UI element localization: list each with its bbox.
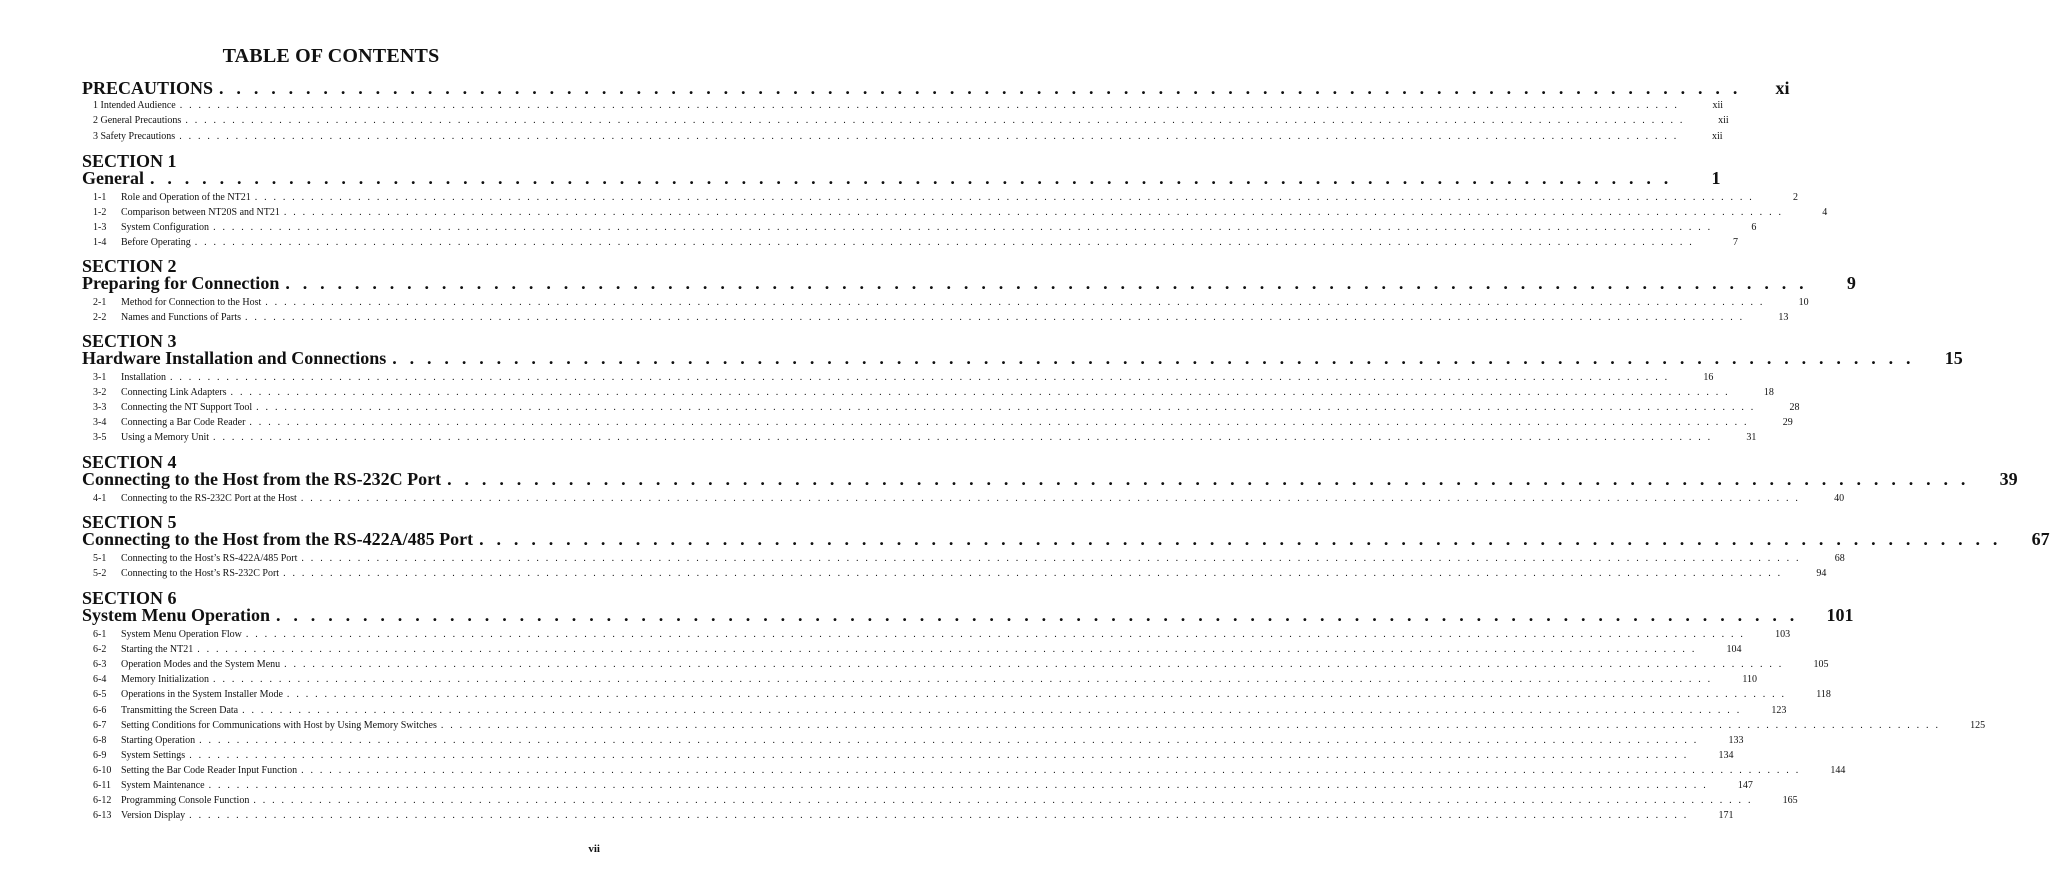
entry-page: 171	[1718, 810, 1734, 822]
entry-number: 2-2	[93, 312, 107, 324]
dot-leader: . . . . . . . . . . . . . . . . . . . . . . . . . . . . . . . . . . . . . . . . . . . . . . . . . . . . . . . . . . . . . . . . . . . . . . . . . . . . . . . . . . . . . . . . . . . . . . . . . . . . . . . . . . . . . . . . . . . . . . . . . . . . . . . . . . . . . . . . . . . . . . . . . . . . . . . . . . . . . . . .	[301, 553, 1801, 564]
entry-title: Operation Modes and the System Menu	[121, 659, 281, 671]
precautions-entry[interactable]	[93, 130, 1723, 143]
toc-entry[interactable]	[93, 688, 1831, 701]
section-row[interactable]	[82, 468, 2018, 490]
dot-leader: . . . . . . . . . . . . . . . . . . . . . . . . . . . . . . . . . . . . . . . . . . . . . . . . . . . . . . . . . . . . . . . . . . . . . . . . . . . . . . . . . . . . . . . . . . . . . . . . . . . . . . . . . . . . . . . . . . . . . . . . . . . . . . . . . . . . . . . . . . . . . . . . . . . . . . . . . . . . . . . .	[265, 297, 1765, 308]
entry-title: Transmitting the Screen Data	[121, 704, 239, 716]
dot-leader: . . . . . . . . . . . . . . . . . . . . . . . . . . . . . . . . . . . . . . . . . . . . . . . . . . . . . . . . . . . . . . . . . . . . . . . . . . . . . . . . . . . . . . . . . . . . . . . . . . . . . . . . . . . . . . . . . . . . . . . . . . . . . . . . . . . . . . . . . . . . . . . . . . . . . . . . . . . . . . . .	[189, 810, 1689, 822]
toc-entry[interactable]	[93, 492, 1845, 505]
entry-page: 16	[1703, 372, 1714, 383]
entry-title: Programming Console Function	[121, 795, 250, 807]
dot-leader: . . . . . . . . . . . . . . . . . . . . . . . . . . . . . . . . . . . . . . . . . . . . . . . . . . . . . . . . . . . . . . . . . . . . . . . . . . . . . . . . . . . . . . . . . . . . . . . . . . . . . . . . . . . . . . . . . . . . . . . . . . . . . . . . . . . . . . . . . . . . . . . . . . . . . . . . . . . . . . . .	[249, 417, 1749, 429]
toc-entry[interactable]	[93, 296, 1809, 309]
toc-entry[interactable]	[93, 311, 1789, 324]
toc-entry[interactable]	[93, 704, 1787, 717]
toc-entry[interactable]	[93, 628, 1791, 641]
dot-leader: . . . . . . . . . . . . . . . . . . . . . . . . . . . . . . . . . . . . . . . . . . . . . . . . . . . . . . . . . . . . . . . . . . . . . . . . . . . . . . . . . . . . . . . . . . . . . . . . . . . . . . . . . . . . . . . . . . . . . . . . . . . . . . . . . . . . . . . . . . . . . . . . . . . . . . . . . . . . . . . .	[185, 115, 1685, 127]
toc-entry[interactable]	[93, 431, 1757, 444]
dot-leader: . . . . . . . . . . . . . . . . . . . . . . . . . . . . . . . . . . . . . . . . . . . . . . . . . . . . . . . . . . . . . . . . . . . . . . . . . . . . . . . . . . . . . . . . . . . . . . . . . . . . . . . . . . . . . . . . . . . . . . . . . . . . . . . . . . . . . . . . . . . . . . . . . . . . . . . . . . . . . . . .	[254, 192, 1754, 203]
entry-page: 133	[1728, 734, 1744, 746]
entry-number: 1-2	[93, 207, 107, 219]
entry-page: 134	[1718, 749, 1734, 761]
toc-entry[interactable]	[93, 749, 1734, 762]
entry-page: 4	[1822, 207, 1828, 219]
section-page: 67	[2031, 529, 2050, 549]
entry-title: Connecting Link Adapters	[121, 387, 227, 399]
section-title: System Menu Operation	[82, 605, 270, 625]
entry-title: Before Operating	[121, 237, 191, 249]
entry-number: 3-1	[93, 372, 107, 383]
entry-title: Connecting to the Host’s RS-422A/485 Port	[121, 553, 298, 564]
entry-title: Role and Operation of the NT21	[121, 192, 251, 203]
entry-number: 6-6	[93, 704, 107, 716]
toc-entry[interactable]	[93, 658, 1829, 671]
entry-page: 18	[1763, 387, 1774, 399]
section-row[interactable]	[82, 272, 1856, 294]
precautions-entry[interactable]	[93, 99, 1724, 112]
toc-entry[interactable]	[93, 371, 1714, 384]
section-title: Connecting to the Host from the RS-422A/485 Port	[82, 529, 474, 549]
toc-entry[interactable]	[93, 386, 1774, 399]
section-heading: SECTION 5	[82, 512, 177, 532]
entry-number: 6-7	[93, 719, 107, 731]
entry-number: 1-3	[93, 222, 107, 234]
entry-page: 2	[1793, 192, 1798, 203]
section-title: Hardware Installation and Connections	[82, 348, 387, 368]
entry-page: 31	[1746, 432, 1757, 444]
entry-title: Connecting to the Host’s RS-232C Port	[121, 568, 280, 580]
dot-leader: . . . . . . . . . . . . . . . . . . . . . . . . . . . . . . . . . . . . . . . . . . . . . . . . . . . . . . . . . . . . . . . . . . . . . . . . . . . . . . . . . . . . . . . . . . . . . . . . . . . . . . . . . . . . . . . . . . . . . . . . . . . . . . . . . . . . . . . . . . . . . . . . . . . . . . . . . . . . . . . .	[245, 312, 1745, 324]
entry-page: 147	[1737, 780, 1753, 791]
dot-leader: . . . . . . . . . . . . . . . . . . . . . . . . . . . . . . . . . . . . . . . . . . . . . . . . . . . . . . . . . . . . . . . . . . . . . . . . . . . . . . . . . . . . . . . . . . . . . . . . . . . . . . . . . . . . . . . . . . . . . . . . . . . . . . . . . . . . . . . . . . . . . . . . . . . . . . . . . . . . . . . .	[301, 764, 1801, 776]
dot-leader: . . . . . . . . . . . . . . . . . . . . . . . . . . . . . . . . . . . . . . . . . . . . . . . . . . . . . . . . . . . . . . . . . . . . . . . . . . . . . . . . . . . . . . . . . . . . . . . . . . . . . . . . . . . . . . . . . . . . . . . . . . . . . . . . . . . . . . . . . . . . . . . . . . . . . . . . . . . . . . . .	[283, 207, 1784, 219]
entry-page: 28	[1789, 402, 1800, 414]
entry-number: 3-5	[93, 432, 107, 444]
section-heading: SECTION 3	[82, 331, 177, 351]
entry-title: System Settings	[121, 749, 186, 761]
section-page: 39	[1999, 469, 2018, 489]
entry-page: 110	[1742, 674, 1757, 686]
entry-number: 5-2	[93, 568, 107, 580]
dot-leader: . . . . . . . . . . . . . . . . . . . . . . . . . . . . . . . . . . . . . . . . . . . . . . . . . . . . . . . . . . . . . . . . . . . . . . . . . . . . . . . . . . . . . . . . . . . . . . . . . . . . . . . . . . . . . . . . . . . . . . . . . . . . . . . . . . . . . . . . . . . . . . . . . . . . . . . . . . . . . . . .	[170, 372, 1670, 383]
toc-entry[interactable]	[93, 401, 1800, 414]
entry-title: Method for Connection to the Host	[121, 297, 262, 308]
section-title: Connecting to the Host from the RS-232C Port	[82, 469, 442, 489]
dot-leader: . . . . . . . . . . . . . . . . . . . . . . . . . . . . . . . . . . . . . . . . . . . . . . . . . . . . . . . . . . . . . . . . . . . . . . . . . . . . . . . . . . . . . . . . . . . . . . . . . . . . . . . . . . . . . . . . . . . . . . . . . . . . . . . . . . . . . . . . . . . . . . . . . . . . . . . . . . . . . . . .	[284, 659, 1784, 671]
entry-number: 1-1	[93, 192, 107, 203]
entry-title: Setting the Bar Code Reader Input Function	[121, 764, 298, 776]
precautions-entry[interactable]	[93, 114, 1729, 127]
entry-number: 6-8	[93, 734, 107, 746]
section-page: 1	[1711, 168, 1721, 188]
toc-entry[interactable]	[93, 206, 1828, 219]
dot-leader: . . . . . . . . . . . . . . . . . . . . . . . . . . . . . . . . . . . . . . . . . . . . . . . . . . . . . . . . . . . . . . . . . . . . . . . . . . . . . . . . . . . . . . . .	[285, 273, 1808, 293]
entry-number: 3-2	[93, 387, 107, 399]
dot-leader: . . . . . . . . . . . . . . . . . . . . . . . . . . . . . . . . . . . . . . . . . . . . . . . . . . . . . . . . . . . . . . . . . . . . . . . . . . . . . . . . . . . . . . . . . . . . . . . . . . . . . . . . . . . . . . . . . . . . . . . . . . . . . . . . . . . . . . . . . . . . . . . . . . . . . . . . . . . . . . . .	[256, 402, 1756, 414]
dot-leader: . . . . . . . . . . . . . . . . . . . . . . . . . . . . . . . . . . . . . . . . . . . . . . . . . . . . . . . . . . . . . . . . . . . . . . . . . . . . . . . . . . . . . . . . . . . . . . . . . . . . . . . . . . . . . . . . . . . . . . . . . . . . . . . . . . . . . . . . . . . . . . . . . . . . . . . . . . . . . . . .	[199, 734, 1699, 746]
entry-number: 6-1	[93, 629, 107, 640]
dot-leader: . . . . . . . . . . . . . . . . . . . . . . . . . . . . . . . . . . . . . . . . . . . . . . . . . . . . . . . . . . . . . . . . . . . . . . . . . . . . . . . . . . . . . . . . . . . . . . . . . . . . . . . . . . . . . . . . . . . . . . . . . . . . . . . . . . . . . . . . . . . . . . . . . . . . . . . . . . . . . . . .	[213, 432, 1713, 444]
dot-leader: . . . . . . . . . . . . . . . . . . . . . . . . . . . . . . . . . . . . . . . . . . . . . . . . . . . . . . . . . . . . . . . . . . . . . . . . . . . . . . . . . . . . . . . . . . . . . . . . . . . . . . . . . . . . . . . . . . . . . . . . . . . . . . . . . . . . . . . . . . . . . . . . . . . . . . . . . . . . . . . .	[286, 689, 1787, 701]
entry-title: Memory Initialization	[121, 674, 210, 686]
dot-leader: . . . . . . . . . . . . . . . . . . . . . . . . . . . . . . . . . . . . . . . . . . . . . . . . . . . . . . . . . . . . . . . . . . . . . . . . . . . . . . . . . . . . . . . .	[219, 78, 1742, 98]
dot-leader: . . . . . . . . . . . . . . . . . . . . . . . . . . . . . . . . . . . . . . . . . . . . . . . . . . . . . . . . . . . . . . . . . . . . . . . . . . . . . . . . . . . . . . . . . . . . . . . . . . . . . . . . . . . . . . . . . . . . . . . . . . . . . . . . . . . . . . . . . . . . . . . . . . . . . . . . . . . . . . . .	[230, 387, 1730, 399]
section-title: PRECAUTIONS	[82, 78, 214, 98]
entry-page: 165	[1782, 795, 1798, 807]
dot-leader: . . . . . . . . . . . . . . . . . . . . . . . . . . . . . . . . . . . . . . . . . . . . . . . . . . . . . . . . . . . . . . . . . . . . . . . . . . . . . . . . . . . . . . . . . . . . . . . . . . . . . . . . . . . . . . . . . . . . . . . . . . . . . . . . . . . . . . . . . . . . . . . . . . . . . . . . . . . . . . . .	[300, 493, 1801, 504]
section-title: Preparing for Connection	[82, 273, 280, 293]
section-row[interactable]	[82, 167, 1721, 189]
dot-leader: . . . . . . . . . . . . . . . . . . . . . . . . . . . . . . . . . . . . . . . . . . . . . . . . . . . . . . . . . . . . . . . . . . . . . . . . . . . . . . . . . . . . . . . . . . . . . . . . . . . . . . . . . . . . . . . . . . . . . . . . . . . . . . . . . . . . . . . . . . . . . . . . . . . . . . . . . . . . . . . .	[189, 749, 1689, 761]
entry-title: General Precautions	[100, 115, 182, 127]
toc-entry[interactable]	[93, 552, 1845, 565]
precautions-row[interactable]	[82, 77, 1790, 99]
entry-title: Connecting to the RS-232C Port at the Host	[121, 493, 297, 504]
toc-entry[interactable]	[93, 236, 1739, 249]
entry-number: 1	[93, 100, 98, 111]
entry-number: 4-1	[93, 493, 107, 504]
entry-title: Using a Memory Unit	[121, 432, 210, 444]
entry-page: 29	[1782, 417, 1793, 429]
toc-entry[interactable]	[93, 643, 1742, 656]
toc-entry[interactable]	[93, 416, 1793, 429]
section-title: General	[82, 168, 144, 188]
section-page: xi	[1775, 78, 1790, 98]
entry-title: System Menu Operation Flow	[121, 629, 242, 640]
dot-leader: . . . . . . . . . . . . . . . . . . . . . . . . . . . . . . . . . . . . . . . . . . . . . . . . . . . . . . . . . . . . . . . . . . . . . . . . . . . . . . . . . . . . . . . . . . . . . . . . . . . . . . . . . . . . . . . . . . . . . . . . . . . . . . . . . . . . . . . . . . . . . . . . . . . . . . . . . . . . . . . .	[213, 674, 1713, 686]
entry-page: xii	[1718, 115, 1729, 127]
entry-number: 2	[93, 115, 98, 127]
entry-number: 5-1	[93, 553, 107, 564]
entry-number: 6-13	[93, 810, 112, 822]
entry-title: Starting the NT21	[121, 644, 194, 656]
entry-page: 105	[1813, 659, 1829, 671]
toc-entry[interactable]	[93, 809, 1734, 822]
dot-leader: . . . . . . . . . . . . . . . . . . . . . . . . . . . . . . . . . . . . . . . . . . . . . . . . . . . . . . . . . . . . . . . . . . . . . . . . . . . . . . . . . . . . . . . . . . . . . . . . . . . . . . . . . . . . . . . . . . . . . . . . . . . . . . . . . . . . . . . . . . . . . . . . . . . . . . . . . . . . . . . .	[440, 719, 1941, 731]
entry-title: Comparison between NT20S and NT21	[121, 207, 280, 219]
entry-number: 1-4	[93, 237, 107, 249]
entry-page: 40	[1834, 493, 1845, 504]
page-number: vii	[588, 843, 600, 855]
section-row[interactable]	[82, 528, 2050, 550]
entry-title: Version Display	[121, 810, 186, 822]
entry-page: xii	[1712, 100, 1724, 111]
dot-leader: . . . . . . . . . . . . . . . . . . . . . . . . . . . . . . . . . . . . . . . . . . . . . . . . . . . . . . . . . . . . . . . . . . . . . . . . . . . . . . . . . . . . . . . . . . . . . . . . . . . . . . . . . . . . . . . . . . . . . . . . . . . . . . . . . . . . . . . . . . . . . . . . . . . . . . . . . . . . . . . .	[283, 568, 1783, 580]
entry-page: 123	[1771, 704, 1787, 716]
entry-page: 104	[1726, 644, 1742, 656]
entry-page: 13	[1778, 312, 1789, 324]
dot-leader: . . . . . . . . . . . . . . . . . . . . . . . . . . . . . . . . . . . . . . . . . . . . . . . . . . . . . . . . . . . . . . . . . . . . . . . . . . . . . . . . . . . . . . . .	[276, 605, 1799, 625]
entry-number: 6-5	[93, 689, 107, 701]
entry-page: 103	[1775, 629, 1791, 640]
section-page: 15	[1944, 348, 1963, 368]
entry-title: System Maintenance	[121, 780, 205, 791]
dot-leader: . . . . . . . . . . . . . . . . . . . . . . . . . . . . . . . . . . . . . . . . . . . . . . . . . . . . . . . . . . . . . . . . . . . . . . . . . . . . . . . . . . . . . . . . . . . . . . . . . . . . . . . . . . . . . . . . . . . . . . . . . . . . . . . . . . . . . . . . . . . . . . . . . . . . . . . . . . . . . . . .	[197, 644, 1697, 656]
section-row[interactable]	[82, 604, 1854, 626]
entry-number: 2-1	[93, 297, 107, 308]
entry-page: xii	[1711, 130, 1723, 142]
toc-entry[interactable]	[93, 764, 1846, 777]
toc-entry[interactable]	[93, 567, 1827, 580]
dot-leader: . . . . . . . . . . . . . . . . . . . . . . . . . . . . . . . . . . . . . . . . . . . . . . . . . . . . . . . . . . . . . . . . . . . . . . . . . . . . . . . . . . . . . . . . . . . . . . . . . . . . . . . . . . . . . . . . . . . . . . . . . . . . . . . . . . . . . . . . . . . . . . . . . . . . . . . . . . . . . . . .	[179, 130, 1679, 142]
toc-entry[interactable]	[93, 719, 1986, 732]
entry-number: 6-4	[93, 674, 107, 686]
entry-title: Intended Audience	[100, 100, 176, 111]
dot-leader: . . . . . . . . . . . . . . . . . . . . . . . . . . . . . . . . . . . . . . . . . . . . . . . . . . . . . . . . . . . . . . . . . . . . . . . . . . . . . . . . . . . . . . . . . . . . . . . . . . . . . . . . . . . . . . . . . . . . . . . . . . . . . . . . . . . . . . . . . . . . . . . . . . . . . . . . . . . . . . . .	[253, 795, 1753, 807]
entry-number: 6-2	[93, 644, 107, 656]
dot-leader: . . . . . . . . . . . . . . . . . . . . . . . . . . . . . . . . . . . . . . . . . . . . . . . . . . . . . . . . . . . . . . . . . . . . . . . . . . . . . . . . . . . . . . . .	[479, 529, 2002, 549]
toc-entry[interactable]	[93, 221, 1757, 234]
entry-page: 6	[1751, 222, 1757, 234]
dot-leader: . . . . . . . . . . . . . . . . . . . . . . . . . . . . . . . . . . . . . . . . . . . . . . . . . . . . . . . . . . . . . . . . . . . . . . . . . . . . . . . . . . . . . . . . . . . . . . . . . . . . . . . . . . . . . . . . . . . . . . . . . . . . . . . . . . . . . . . . . . . . . . . . . . . . . . . . . . . . . . . .	[242, 704, 1742, 716]
entry-title: Names and Functions of Parts	[121, 312, 241, 324]
entry-number: 6-9	[93, 749, 107, 761]
section-heading: SECTION 6	[82, 588, 177, 608]
entry-number: 6-12	[93, 795, 112, 807]
entry-title: System Configuration	[121, 222, 210, 234]
entry-page: 125	[1970, 719, 1986, 731]
entry-title: Installation	[121, 372, 166, 383]
entry-page: 68	[1834, 553, 1845, 564]
entry-number: 6-3	[93, 659, 107, 671]
section-heading: SECTION 2	[82, 256, 177, 276]
dot-leader: . . . . . . . . . . . . . . . . . . . . . . . . . . . . . . . . . . . . . . . . . . . . . . . . . . . . . . . . . . . . . . . . . . . . . . . . . . . . . . . . . . . . . . . . . . . . . . . . . . . . . . . . . . . . . . . . . . . . . . . . . . . . . . . . . . . . . . . . . . . . . . . . . . . . . . . . . . . . . . . .	[208, 780, 1708, 791]
entry-title: Safety Precautions	[100, 130, 176, 142]
entry-page: 10	[1798, 297, 1809, 308]
entry-number: 3-3	[93, 402, 107, 414]
toc-entry[interactable]	[93, 794, 1798, 807]
entry-page: 144	[1830, 764, 1846, 776]
toc-entry[interactable]	[93, 734, 1744, 747]
entry-page: 118	[1816, 689, 1831, 701]
page-title: TABLE OF CONTENTS	[222, 45, 440, 67]
entry-title: Connecting a Bar Code Reader	[121, 417, 246, 429]
section-page: 9	[1846, 273, 1856, 293]
entry-number: 3-4	[93, 417, 107, 429]
dot-leader: . . . . . . . . . . . . . . . . . . . . . . . . . . . . . . . . . . . . . . . . . . . . . . . . . . . . . . . . . . . . . . . . . . . . . . . . . . . . . . . . . . . . . . . . . . . . . . . . . . . . . . . . . . . . . . . . . . . . . . . . . . . . . . . . . . . . . . . . . . . . . . . . . . . . . . . . . . . . . . . .	[179, 100, 1680, 111]
entry-page: 7	[1733, 237, 1739, 249]
entry-page: 94	[1816, 568, 1827, 580]
entry-title: Setting Conditions for Communications with Host by Using Memory Switches	[121, 719, 437, 731]
toc-entry[interactable]	[93, 779, 1753, 792]
section-row[interactable]	[82, 347, 1963, 369]
dot-leader: . . . . . . . . . . . . . . . . . . . . . . . . . . . . . . . . . . . . . . . . . . . . . . . . . . . . . . . . . . . . . . . . . . . . . . . . . . . . . . . . . . . . . . . . . . . . . . . . . . . . . . . . . . . . . . . . . . . . . . . . . . . . . . . . . . . . . . . . . . . . . . . . . . . . . . . . . . . . . . . .	[194, 237, 1695, 249]
section-heading: SECTION 1	[82, 151, 177, 171]
dot-leader: . . . . . . . . . . . . . . . . . . . . . . . . . . . . . . . . . . . . . . . . . . . . . . . . . . . . . . . . . . . . . . . . . . . . . . . . . . . . . . . . . . . . . . . . . . . . . . . . . . . . . . . . . . . . . . . . . . . . . . . . . . . . . . . . . . . . . . . . . . . . . . . . . . . . . . . . . . . . . . . .	[213, 222, 1713, 234]
toc-entry[interactable]	[93, 191, 1798, 204]
entry-number: 3	[93, 130, 98, 142]
entry-number: 6-10	[93, 764, 112, 776]
section-heading: SECTION 4	[82, 452, 177, 472]
dot-leader: . . . . . . . . . . . . . . . . . . . . . . . . . . . . . . . . . . . . . . . . . . . . . . . . . . . . . . . . . . . . . . . . . . . . . . . . . . . . . . . . . . . . . . . .	[447, 469, 1970, 489]
dot-leader: . . . . . . . . . . . . . . . . . . . . . . . . . . . . . . . . . . . . . . . . . . . . . . . . . . . . . . . . . . . . . . . . . . . . . . . . . . . . . . . . . . . . . . . .	[149, 168, 1673, 188]
toc-entry[interactable]	[93, 673, 1757, 686]
entry-number: 6-11	[93, 780, 111, 791]
section-page: 101	[1826, 605, 1854, 625]
dot-leader: . . . . . . . . . . . . . . . . . . . . . . . . . . . . . . . . . . . . . . . . . . . . . . . . . . . . . . . . . . . . . . . . . . . . . . . . . . . . . . . . . . . . . . . . . . . . . . . . . . . . . . . . . . . . . . . . . . . . . . . . . . . . . . . . . . . . . . . . . . . . . . . . . . . . . . . . . . . . . . . .	[245, 629, 1746, 640]
dot-leader: . . . . . . . . . . . . . . . . . . . . . . . . . . . . . . . . . . . . . . . . . . . . . . . . . . . . . . . . . . . . . . . . . . . . . . . . . . . . . . . . . . . . . . . .	[392, 348, 1915, 368]
entry-title: Starting Operation	[121, 734, 196, 746]
entry-title: Operations in the System Installer Mode	[121, 689, 283, 701]
entry-title: Connecting the NT Support Tool	[121, 402, 253, 414]
